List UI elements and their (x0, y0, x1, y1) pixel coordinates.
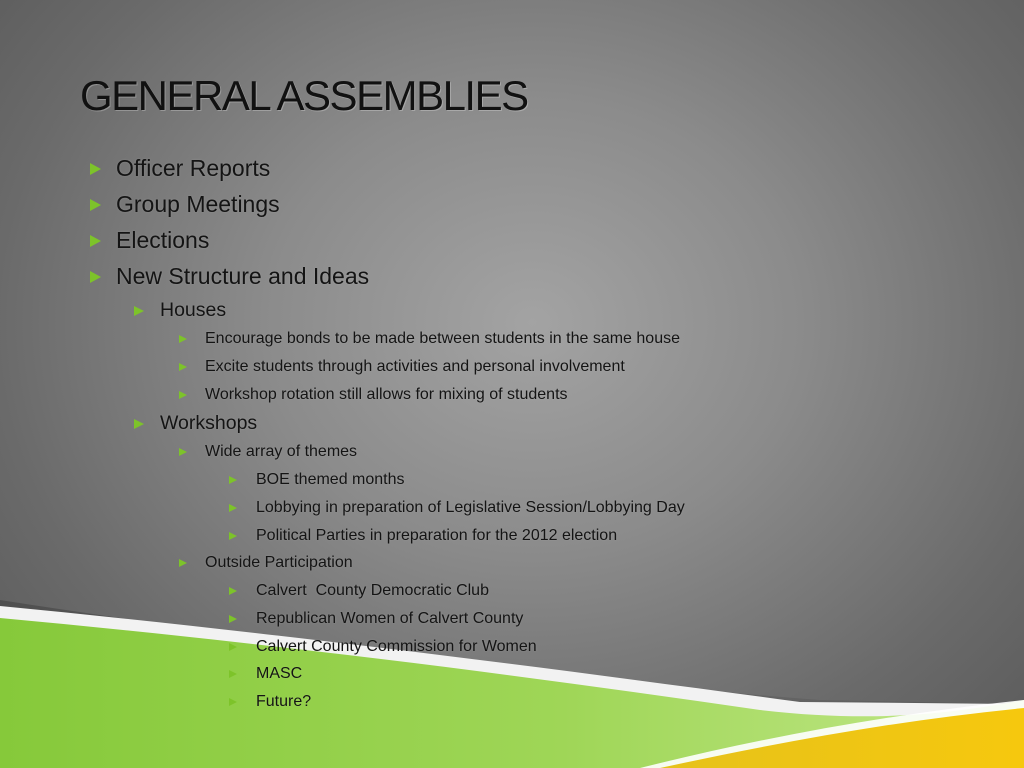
bullet-arrow-icon (179, 391, 187, 399)
bullet-item: Elections (116, 227, 209, 254)
bullet-item: Future? (256, 693, 311, 711)
bullet-item: Houses (160, 299, 226, 322)
bullet-item: Calvert County Democratic Club (256, 582, 489, 600)
bullet-arrow-icon (90, 199, 101, 211)
bullet-arrow-icon (229, 670, 237, 678)
bullet-arrow-icon (179, 335, 187, 343)
bullet-item: Workshop rotation still allows for mixing of students (205, 386, 568, 404)
bullet-item: New Structure and Ideas (116, 263, 369, 290)
bullet-item: Wide array of themes (205, 443, 357, 461)
bullet-item: Calvert County Commission for Women (256, 638, 537, 656)
bullet-item: Encourage bonds to be made between students in the same house (205, 330, 680, 348)
bullet-arrow-icon (229, 504, 237, 512)
bullet-item: Outside Participation (205, 554, 353, 572)
bullet-item: Republican Women of Calvert County (256, 610, 523, 628)
bullet-item: Political Parties in preparation for the 2012 election (256, 527, 617, 545)
bullet-arrow-icon (179, 448, 187, 456)
bullet-arrow-icon (179, 363, 187, 371)
bullet-arrow-icon (179, 559, 187, 567)
bullet-arrow-icon (90, 163, 101, 175)
bullet-arrow-icon (134, 306, 144, 316)
bullet-arrow-icon (229, 587, 237, 595)
bullet-arrow-icon (134, 419, 144, 429)
bullet-arrow-icon (229, 643, 237, 651)
bullet-arrow-icon (229, 615, 237, 623)
bullet-item: Group Meetings (116, 191, 280, 218)
bullet-item: MASC (256, 665, 302, 683)
bullet-arrow-icon (90, 271, 101, 283)
bullet-arrow-icon (229, 698, 237, 706)
bullet-arrow-icon (229, 476, 237, 484)
bullet-arrow-icon (90, 235, 101, 247)
bullet-item: BOE themed months (256, 471, 405, 489)
bullet-item: Officer Reports (116, 155, 270, 182)
bullet-item: Workshops (160, 412, 257, 435)
bullet-arrow-icon (229, 532, 237, 540)
bullet-item: Excite students through activities and personal involvement (205, 358, 625, 376)
bullet-item: Lobbying in preparation of Legislative Session/Lobbying Day (256, 499, 685, 517)
slide-title: GENERAL ASSEMBLIES (80, 72, 528, 119)
